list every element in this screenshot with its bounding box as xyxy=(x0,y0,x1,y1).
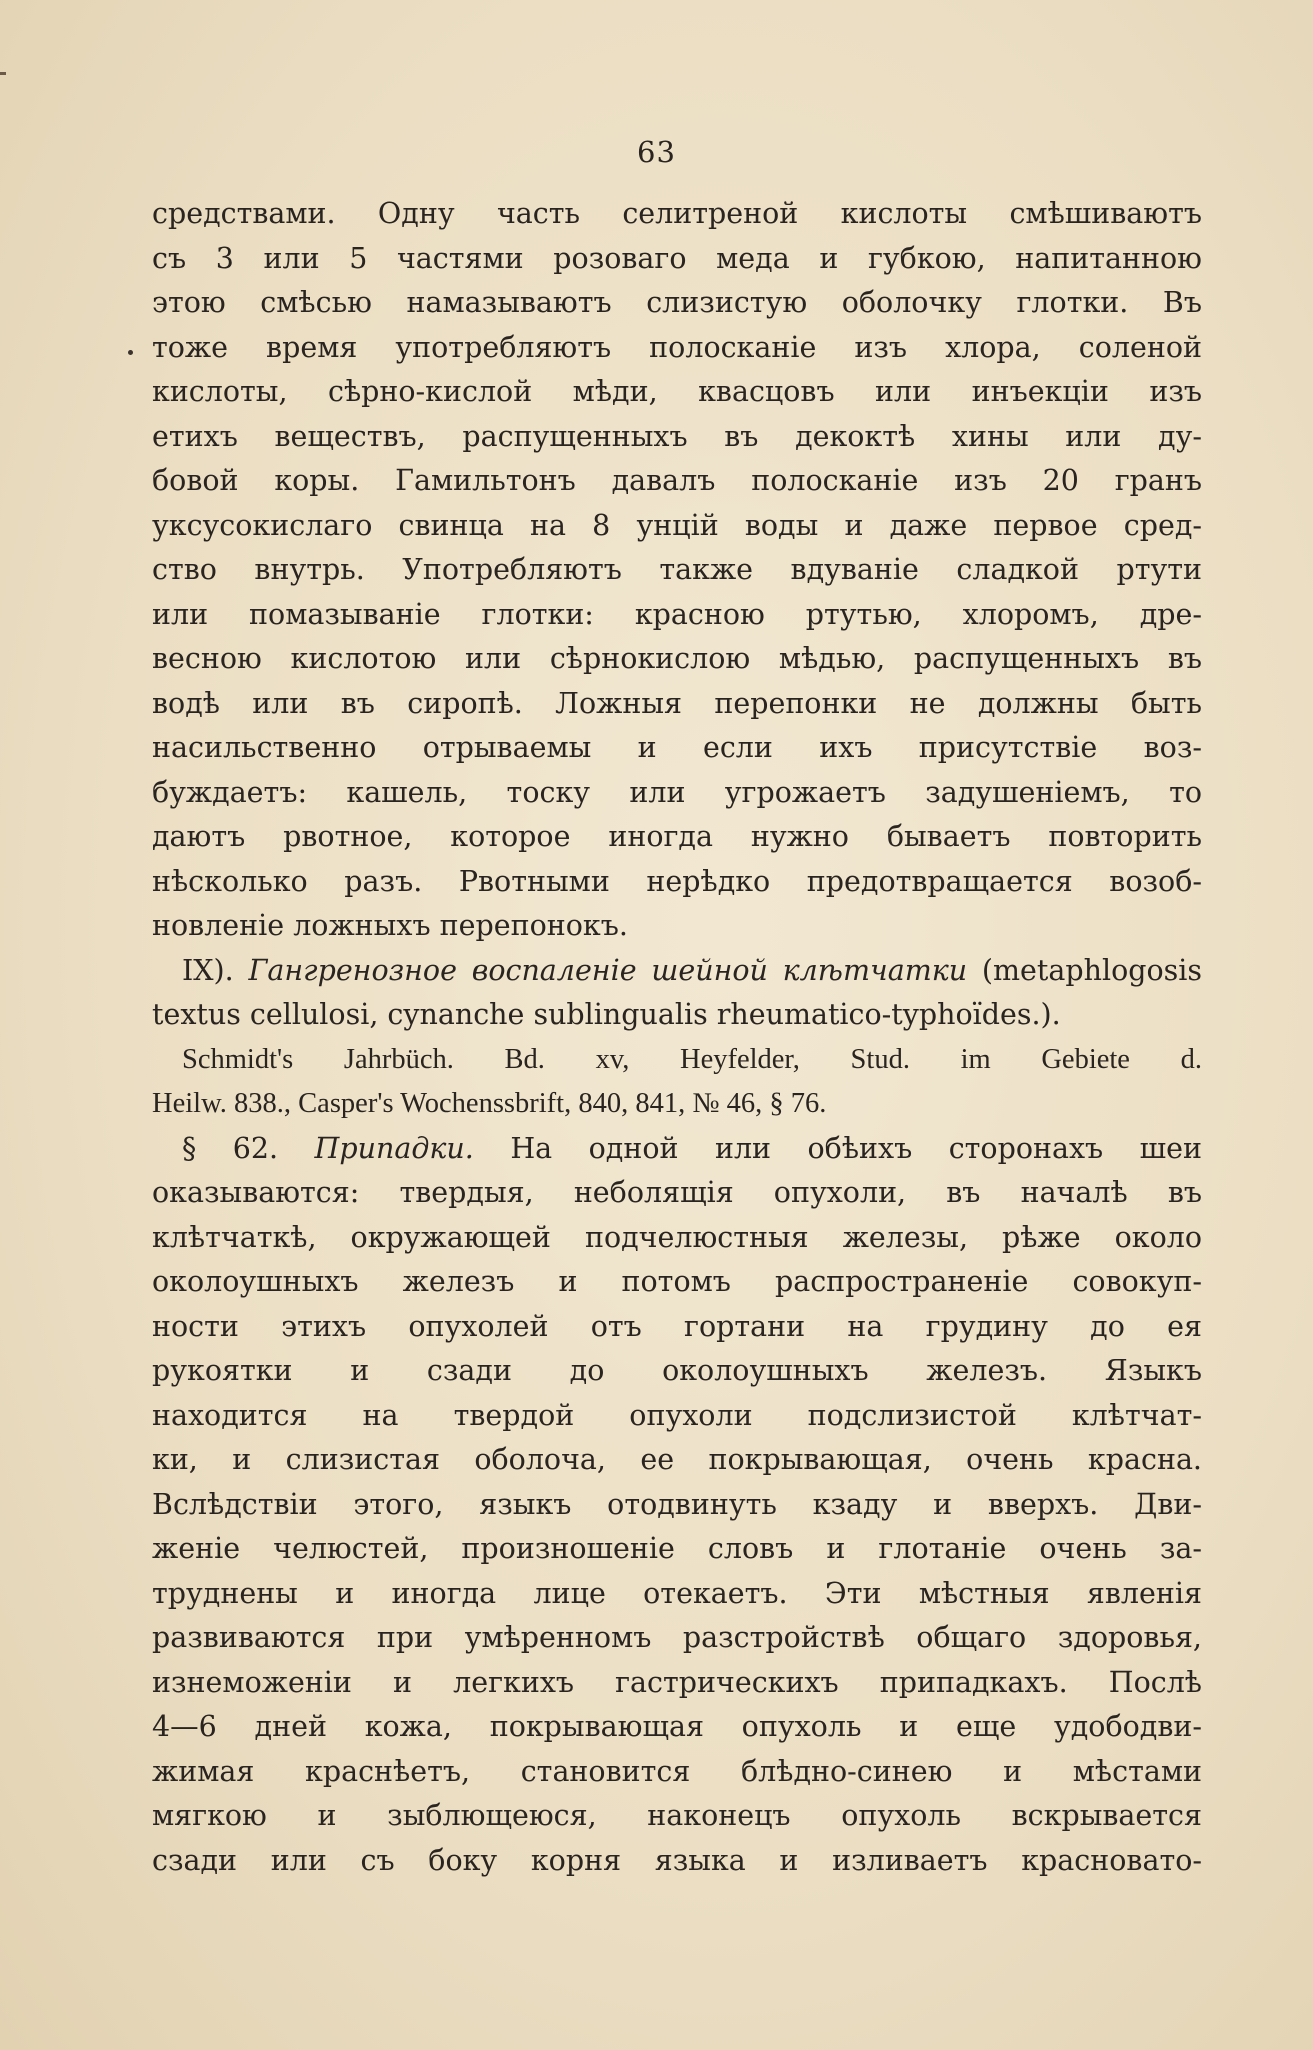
text-line: околоушныхъ железъ и потомъ распространеніе совокуп- xyxy=(152,1265,1202,1298)
text-line: мягкою и зыблющеюся, наконецъ опухоль вскрывается xyxy=(152,1799,1202,1832)
text-line: даютъ рвотное, которое иногда нужно бываетъ повторить xyxy=(152,820,1202,853)
text-line: уксусокислаго свинца на 8 унцій воды и даже первое сред- xyxy=(152,508,1202,542)
text-line: или помазываніе глотки: красною ртутью, хлоромъ, дре- xyxy=(152,597,1202,631)
text-line: ности этихъ опухолей отъ гортани на грудину до ея xyxy=(152,1309,1202,1343)
text-line: кислоты, сѣрно-кислой мѣди, квасцовъ или инъекціи изъ xyxy=(152,375,1202,408)
page-number: 63 xyxy=(637,135,676,169)
text-line: водѣ или въ сиропѣ. Ложныя перепонки не должны быть xyxy=(152,686,1202,720)
section-title: Гангренозное воспаленіе шейной клѣтчатки xyxy=(248,953,968,987)
text-line: труднены и иногда лице отекаетъ. Эти мѣстныя явленія xyxy=(152,1576,1202,1610)
text-line: средствами. Одну часть селитреной кислоты смѣшиваютъ xyxy=(152,197,1202,230)
text-line: находится на твердой опухоли подслизистой клѣтчат- xyxy=(152,1398,1202,1432)
text-line: развиваются при умѣренномъ разстройствѣ общаго здоровья, xyxy=(152,1621,1202,1654)
text-line: тоже время употребляютъ полосканіе изъ хлора, соленой xyxy=(152,330,1202,364)
text-line: весною кислотою или сѣрнокислою мѣдью, распущенныхъ въ xyxy=(152,642,1202,675)
text-line: оказываются: твердыя, неболящія опухоли, въ началѣ въ xyxy=(152,1176,1202,1209)
section-heading xyxy=(152,949,1202,994)
text-line: жимая краснѣетъ, становится блѣдно-синею и мѣстами xyxy=(152,1754,1202,1788)
text-line: бовой коры. Гамильтонъ давалъ полосканіе изъ 20 гранъ xyxy=(152,464,1202,497)
section-mark: § 62. xyxy=(182,1131,279,1165)
text-line: 4—6 дней кожа, покрывающая опухоль и еще удободви- xyxy=(152,1710,1202,1743)
text-line: Вслѣдствіи этого, языкъ отодвинуть кзаду и вверхъ. Дви- xyxy=(152,1487,1202,1521)
text-line: изнеможеніи и легкихъ гастрическихъ припадкахъ. Послѣ xyxy=(152,1665,1202,1699)
citation-line: Heilw. 838., Casper's Wochenssbrift, 840, 841, № 46, § 76. xyxy=(152,1088,827,1119)
text-line: съ 3 или 5 частями розоваго меда и губкою, напитанною xyxy=(152,241,1202,275)
page-body xyxy=(152,192,1202,1883)
text-line: рукоятки и сзади до околоушныхъ железъ. Языкъ xyxy=(152,1354,1202,1387)
text-line: етихъ веществъ, распущенныхъ въ декоктѣ хины или ду- xyxy=(152,419,1202,453)
text-line: клѣтчаткѣ, окружающей подчелюстныя железы, рѣже около xyxy=(152,1220,1202,1254)
text-line: женіе челюстей, произношеніе словъ и глотаніе очень за- xyxy=(152,1532,1202,1565)
text-line: сзади или съ боку корня языка и изливаетъ красновато- xyxy=(152,1843,1202,1877)
paragraph-62-start xyxy=(152,1127,1202,1172)
paragraph-first-line: На одной или обѣихъ сторонахъ шеи xyxy=(510,1131,1203,1165)
margin-dot xyxy=(128,350,133,355)
citation-line: Schmidt's Jahrbüch. Bd. xv, Heyfelder, Stud. im Gebiete d. xyxy=(182,1043,1202,1075)
section-number: IX). xyxy=(182,953,234,987)
page-edge-mark xyxy=(0,72,6,75)
paragraph-label: Припадки. xyxy=(314,1131,474,1165)
text-line: этою смѣсью намазываютъ слизистую оболочку глотки. Въ xyxy=(152,286,1202,319)
text-line: нѣсколько разъ. Рвотными нерѣдко предотвращается возоб- xyxy=(152,864,1202,898)
section-latin-title: (metaphlogosis xyxy=(981,953,1203,987)
section-latin-continuation: textus cellulosi, cynanche sublingualis rheumatico-typhoïdes.). xyxy=(152,998,1061,1031)
text-line: ство внутрь. Употребляютъ также вдуваніе сладкой ртути xyxy=(152,553,1202,586)
text-line: ки, и слизистая оболоча, ее покрывающая, очень красна. xyxy=(152,1443,1202,1476)
text-line: насильственно отрываемы и если ихъ присутствіе воз- xyxy=(152,731,1202,764)
text-line: новленіе ложныхъ перепонокъ. xyxy=(152,909,628,942)
text-line: буждаетъ: кашель, тоску или угрожаетъ задушеніемъ, то xyxy=(152,775,1202,809)
